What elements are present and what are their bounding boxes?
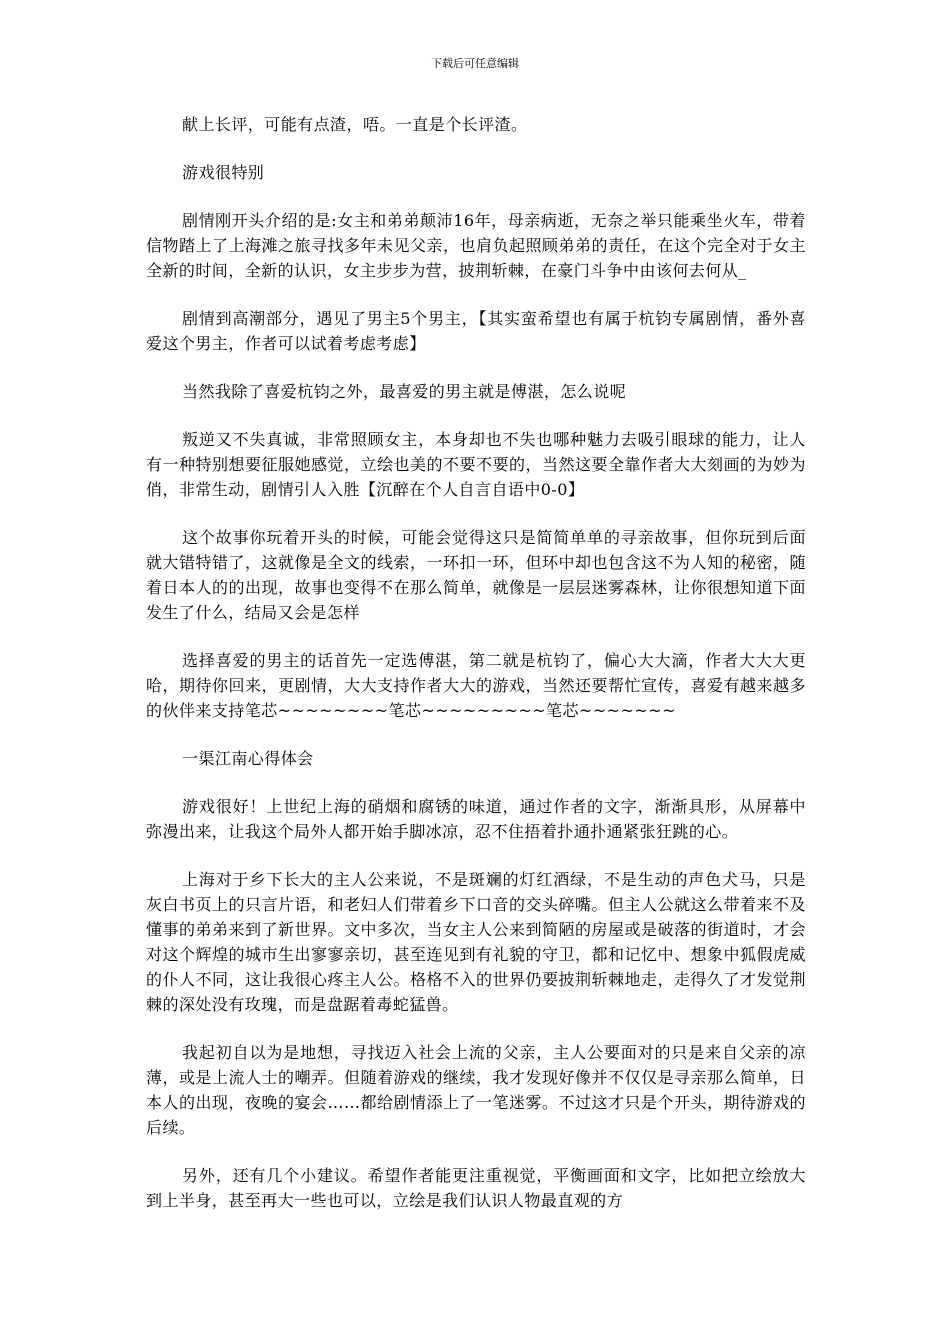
page-header: 下载后可任意编辑 bbox=[431, 57, 519, 70]
paragraph: 这个故事你玩着开头的时候，可能会觉得这只是简简单单的寻亲故事，但你玩到后面就大错特错了，这就像是全文的线索，一环扣一环，但环中却也包含这不为人知的秘密，随着日本人的的出现，故事也变得不在那么简单，就像是一层层迷雾森林，让你很想知道下面发生了什么，结局又会是怎样 bbox=[146, 528, 806, 622]
paragraph: 游戏很特别 bbox=[182, 163, 265, 182]
paragraph: 另外，还有几个小建议。希望作者能更注重视觉，平衡画面和文字，比如把立绘放大到上半身，甚至再大一些也可以，立绘是我们认识人物最直观的方 bbox=[146, 1166, 806, 1210]
paragraph: 剧情到高潮部分，遇见了男主5个男主，【其实蛮希望也有属于杭钧专属剧情，番外喜爱这个男主，作者可以试着考虑考虑】 bbox=[146, 309, 806, 353]
paragraph: 当然我除了喜爱杭钧之外，最喜爱的男主就是傅湛，怎么说呢 bbox=[182, 382, 627, 401]
paragraph: 献上长评，可能有点渣，唔。一直是个长评渣。 bbox=[182, 115, 528, 134]
paragraph: 我起初自以为是地想，寻找迈入社会上流的父亲，主人公要面对的只是来自父亲的凉薄，或是上流人士的嘲弄。但随着游戏的继续，我才发现好像并不仅仅是寻亲那么简单，日本人的出现，夜晚的宴会……都给剧情添上了一笔迷雾。不过这才只是个开头，期待游戏的后续。 bbox=[146, 1043, 806, 1137]
paragraph: 上海对于乡下长大的主人公来说，不是斑斓的灯红酒绿，不是生动的声色犬马，只是灰白书页上的只言片语，和老妇人们带着乡下口音的交头碎嘴。但主人公就这么带着来不及懂事的弟弟来到了新世界。文中多次，当女主人公来到简陋的房屋或是破落的街道时，才会对这个辉煌的城市生出寥寥亲切，甚至连见到有礼貌的守卫，都和记忆中、想象中狐假虎威的仆人不同，这让我很心疼主人公。格格不入的世界仍要披荆斩棘地走，走得久了才发觉荆棘的深处没有玫瑰，而是盘踞着毒蛇猛兽。 bbox=[146, 870, 806, 1014]
paragraph: 选择喜爱的男主的话首先一定选傅湛，第二就是杭钧了，偏心大大滴，作者大大大更哈，期待你回来，更剧情，大大支持作者大大的游戏，当然还要帮忙宣传，喜爱有越来越多的伙伴来支持笔芯~~~~~~~~笔芯~~~~~~~~~笔芯~~~~~~~ bbox=[146, 651, 806, 720]
section-heading: 一渠江南心得体会 bbox=[182, 749, 314, 768]
document-body bbox=[146, 112, 806, 1213]
paragraph: 游戏很好！上世纪上海的硝烟和腐锈的味道，通过作者的文字，渐渐具形，从屏幕中弥漫出来，让我这个局外人都开始手脚冰凉，忍不住捂着扑通扑通紧张狂跳的心。 bbox=[146, 797, 806, 841]
paragraph: 叛逆又不失真诚，非常照顾女主，本身却也不失也哪种魅力去吸引眼球的能力，让人有一种特别想要征服她感觉，立绘也美的不要不要的，当然这要全靠作者大大刻画的为妙为俏，非常生动，剧情引人入胜【沉醉在个人自言自语中0-0】 bbox=[146, 430, 806, 499]
paragraph: 剧情刚开头介绍的是:女主和弟弟颠沛16年，母亲病逝，无奈之举只能乘坐火车，带着信物踏上了上海滩之旅寻找多年未见父亲，也肩负起照顾弟弟的责任，在这个完全对于女主全新的时间，全新的认识，女主步步为营，披荆斩棘，在豪门斗争中由该何去何从_ bbox=[146, 211, 806, 280]
